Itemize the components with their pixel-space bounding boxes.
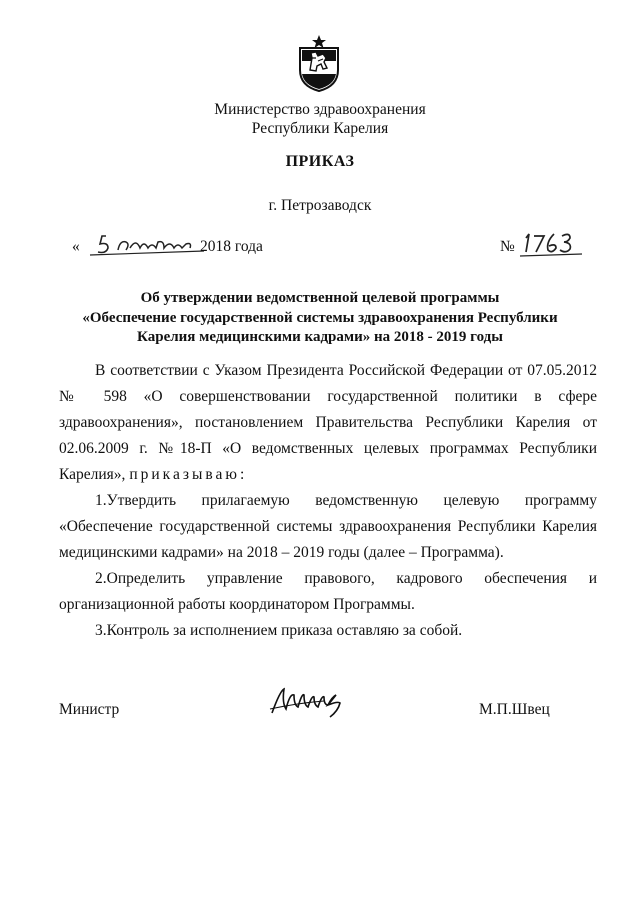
paragraph1-line2: № 598 «О совершенствовании государственной политики в сфере	[59, 388, 597, 405]
ministry-name-line2: Республики Карелия	[251, 120, 389, 137]
handwritten-signature	[268, 683, 364, 719]
handwritten-order-number	[518, 228, 588, 258]
paragraph2-line2: «Обеспечение государственной системы здравоохранения Республики Карелия	[59, 518, 597, 535]
paragraph3-line1: 2.Определить управление правового, кадрового обеспечения и	[95, 570, 597, 587]
handwritten-date	[86, 230, 216, 258]
date-quote-open: «	[72, 238, 80, 255]
heading-line2: «Обеспечение государственной системы здравоохранения Республики	[82, 310, 558, 326]
city: г. Петрозаводск	[268, 197, 372, 214]
heading-line3: Карелия медицинскими кадрами» на 2018 - 2019 годы	[137, 329, 503, 345]
signatory-position: Министр	[59, 701, 120, 718]
karelia-coat-of-arms-icon	[296, 34, 342, 92]
order-title: ПРИКАЗ	[285, 153, 355, 170]
paragraph2-line1: 1.Утвердить прилагаемую ведомственную целевую программу	[95, 492, 597, 509]
heading-line1: Об утверждении ведомственной целевой программы	[140, 290, 500, 306]
paragraph1-line1: В соответствии с Указом Президента Российской Федерации от 07.05.2012	[95, 362, 597, 379]
ministry-name-line1: Министерство здравоохранения	[214, 101, 426, 118]
paragraph2-line3: медицинскими кадрами» на 2018 – 2019 годы (далее – Программа).	[59, 544, 504, 561]
paragraph1-line3: здравоохранения», постановлением Правительства Республики Карелия от	[59, 414, 597, 431]
paragraph1-line5-prefix: Карелия»,	[59, 466, 126, 483]
order-verb-spaced: приказываю:	[129, 466, 248, 483]
date-year: 2018 года	[200, 238, 263, 255]
paragraph1-line4: 02.06.2009 г. №18-П «О ведомственных целевых программах Республики	[59, 440, 597, 457]
paragraph4-line1: 3.Контроль за исполнением приказа оставляю за собой.	[95, 622, 463, 639]
order-number-label: №	[500, 238, 515, 255]
paragraph3-line2: организационной работы координатором Программы.	[59, 596, 415, 613]
signatory-name: М.П.Швец	[479, 701, 550, 718]
date-row	[72, 230, 592, 260]
paragraph1-line5	[59, 464, 597, 486]
